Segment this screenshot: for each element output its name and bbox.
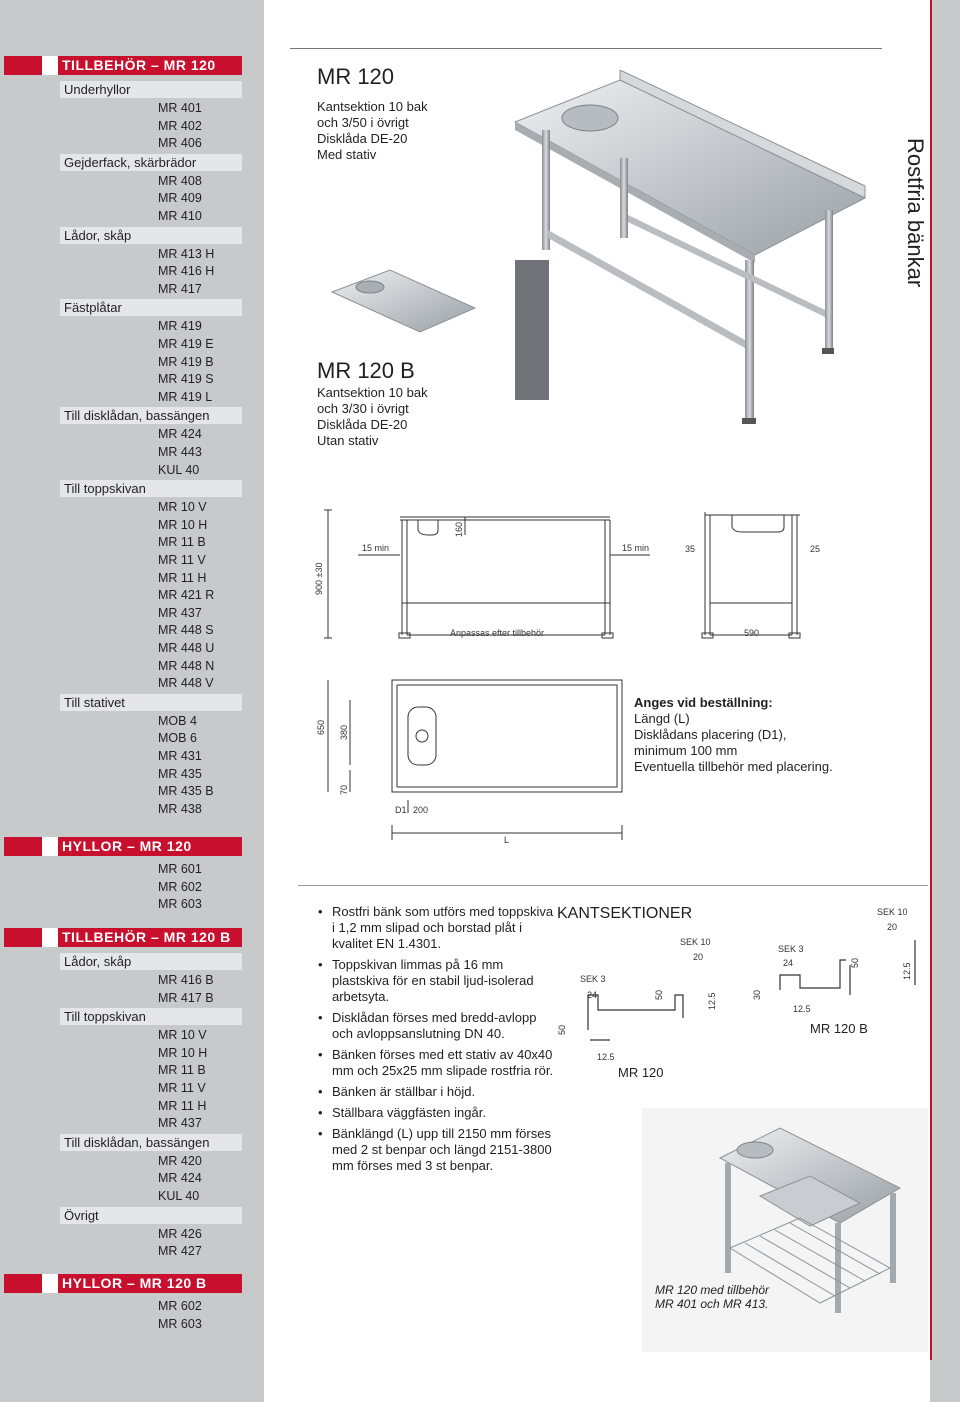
accessory-item: MR 603 [158,897,202,912]
accessory-item: MR 424 [158,427,202,442]
photo-caption-1: MR 120 med tillbehör [655,1283,770,1297]
section-header [4,928,242,947]
accessory-item: MR 601 [158,862,202,876]
accessory-item: MR 409 [158,191,202,206]
section-header [4,56,242,75]
side-title [902,138,928,314]
feature-item: • Disklådan förses med bredd-avlopp och avloppsanslutning DN 40. [318,1010,558,1042]
order-line-2: Disklådans placering (D1), [634,727,787,742]
kant-24-b: 24 [783,958,794,968]
order-heading: Anges vid beställning: [634,695,773,710]
accessory-item: MR 421 R [158,588,215,603]
kant-mr120b-label: MR 120 B [810,1021,868,1036]
bench-mr120-image [515,70,865,424]
dim-adapt: Anpassas efter tillbehör [450,628,545,638]
accessory-item: MR 426 [158,1226,202,1241]
bench-mr120b-image [332,270,475,332]
mr120-title: MR 120 [317,64,395,89]
feature-item: • Bänken är ställbar i höjd. [318,1084,558,1100]
feature-item: • Bänken förses med ett stativ av 40x40 mm och 25x25 mm slipade rostfria rör. [318,1047,558,1079]
mr120-line-1: Kantsektion 10 bak [317,99,428,114]
mid-rule [298,885,928,886]
section-header-square [42,1274,58,1293]
feature-item: • Bänklängd (L) upp till 2150 mm förses med 2 st benpar och längd 2151-3800 mm förses med 3 st benpar. [318,1126,558,1174]
accessory-item: MR 417 B [158,990,214,1005]
accessory-item: MR 435 [158,766,202,781]
accessory-item: MR 419 [158,319,202,334]
accessory-item: KUL 40 [158,1189,200,1203]
section-header-square [42,56,58,75]
section-header-square [42,837,58,856]
dim-70: 70 [339,784,349,795]
accessory-item: MR 602 [158,879,202,894]
kant-sek3-b: SEK 3 [778,944,804,954]
accessory-item: MR 448 V [158,676,214,691]
group-label: Övrigt [60,1207,242,1224]
accessory-item: MR 420 [158,1153,202,1168]
accessory-item: MR 10 V [158,1028,207,1043]
section-header-title: HYLLOR – MR 120 [62,838,192,854]
accessory-item: MR 11 H [158,570,207,585]
accessory-item: MR 427 [158,1244,202,1259]
accessory-item: MR 419 S [158,372,214,387]
kant-20-b: 20 [887,922,898,932]
accessory-item: MR 419 E [158,337,214,351]
product-illustrations [290,70,890,470]
feature-item: • Toppskivan limmas på 16 mm plastskiva för en stabil ljud-isolerad arbetsyta. [318,957,558,1005]
accessory-item: MOB 4 [158,713,197,728]
accessory-item: MR 437 [158,605,202,620]
section-header [4,1274,242,1293]
kant-24-a: 24 [587,990,598,1000]
group-label: Till stativet [60,694,242,711]
mr120-line-4: Med stativ [317,147,377,162]
accessory-item: MR 406 [158,136,202,151]
accessory-item: MR 413 H [158,246,215,261]
feature-item: • Ställbara väggfästen ingår. [318,1105,558,1121]
section-header [4,837,242,856]
group-label: Fästplåtar [60,299,242,316]
section-header-title: HYLLOR – MR 120 B [62,1275,207,1291]
technical-drawing [300,495,860,855]
mr120-line-3: Disklåda DE-20 [317,131,408,146]
accessory-item: MR 435 B [158,784,214,799]
section-header-title: TILLBEHÖR – MR 120 B [62,929,231,945]
accessory-item: MR 443 [158,445,202,459]
kant-sek10-b: SEK 10 [877,907,908,917]
accessory-item: MR 10 H [158,517,208,532]
mr120-line-2: och 3/50 i övrigt [317,115,409,130]
dim-590: 590 [744,628,760,638]
accessory-item: MR 431 [158,749,202,763]
kant-50-b: 50 [654,989,664,1000]
mr120b-line-2: och 3/30 i övrigt [317,401,409,416]
feature-item: • Rostfri bänk som utförs med toppskiva i 1,2 mm slipad och borstad plåt i kvalitet EN 1.4301. [318,904,558,952]
dim-650: 650 [316,719,326,735]
dim-380: 380 [339,724,349,740]
kant-50-c: 50 [850,957,860,968]
group-label: Till toppskivan [60,1008,242,1025]
kant-20-a: 20 [693,952,704,962]
section-header-square [42,928,58,947]
accessory-item: MR 416 H [158,264,215,279]
accessory-item: MR 10 H [158,1045,208,1060]
mr120b-title: MR 120 B [317,358,415,383]
accessory-item: MR 448 U [158,641,215,655]
accessory-item: MR 424 [158,1171,202,1186]
group-label: Lådor, skåp [60,227,242,244]
accessory-item: MR 437 [158,1116,202,1131]
group-label: Till disklådan, bassängen [60,1134,242,1151]
mr120b-line-4: Utan stativ [317,433,379,448]
order-line-3: minimum 100 mm [634,743,738,758]
accessory-item: MOB 6 [158,731,197,746]
dim-35: 35 [685,544,696,554]
mr120b-line-1: Kantsektion 10 bak [317,385,428,400]
photo-caption-2: MR 401 och MR 413. [655,1297,769,1311]
accessory-item: MR 10 V [158,500,207,515]
accessory-item: MR 419 L [158,389,213,404]
accessory-item: MR 416 B [158,973,214,987]
side-title-text: Rostfria bänkar [903,138,928,288]
kant-title: KANTSEKTIONER [557,905,693,922]
accessory-item: MR 448 N [158,658,215,673]
sidebar [0,0,264,1402]
section-header-title: TILLBEHÖR – MR 120 [62,57,216,73]
feature-list [318,904,558,1179]
top-rule [290,48,882,49]
accessory-item: MR 417 [158,281,202,296]
dim-25: 25 [810,544,821,554]
mr120b-line-3: Disklåda DE-20 [317,417,408,432]
dim-15min-right: 15 min [622,543,650,553]
kant-profiles [550,900,930,1090]
group-label: Till disklådan, bassängen [60,407,242,424]
accessory-item: MR 602 [158,1299,202,1313]
group-label: Till toppskivan [60,480,242,497]
dim-200: 200 [413,805,429,815]
kant-125-b: 12.5 [707,992,717,1010]
accessory-item: MR 11 V [158,553,206,567]
kant-sek10-a: SEK 10 [680,937,711,947]
kant-50-a: 50 [557,1024,567,1035]
accessory-item: MR 401 [158,101,202,115]
accessory-item: KUL 40 [158,462,200,477]
kant-mr120-label: MR 120 [618,1065,664,1080]
kant-30: 30 [752,989,762,1000]
accessory-item: MR 408 [158,173,202,188]
accessory-item: MR 11 B [158,1063,206,1078]
accessory-item: MR 402 [158,118,202,133]
group-label: Gejderfack, skärbrädor [60,154,242,171]
kant-sek3-a: SEK 3 [580,974,606,984]
accessory-item: MR 603 [158,1316,202,1331]
accessory-item: MR 11 B [158,535,206,550]
dim-d1: D1 [395,805,407,815]
order-line-4: Eventuella tillbehör med placering. [634,759,833,774]
dim-160: 160 [454,521,464,537]
group-label: Underhyllor [60,81,242,98]
accessory-item: MR 11 H [158,1098,207,1113]
dim-height: 900 ±30 [314,562,324,595]
group-label: Lådor, skåp [60,953,242,970]
dim-15min-left: 15 min [362,543,390,553]
accessory-item: MR 448 S [158,623,214,638]
accessory-item: MR 410 [158,209,202,223]
kant-125-a: 12.5 [597,1052,615,1062]
accessory-item: MR 438 [158,801,202,816]
accessory-item: MR 419 B [158,354,214,369]
kant-125-c: 12.5 [793,1004,811,1014]
dim-L: L [504,835,510,845]
order-line-1: Längd (L) [634,711,690,726]
accessory-item: MR 11 V [158,1081,206,1095]
kant-125-d: 12.5 [902,962,912,980]
